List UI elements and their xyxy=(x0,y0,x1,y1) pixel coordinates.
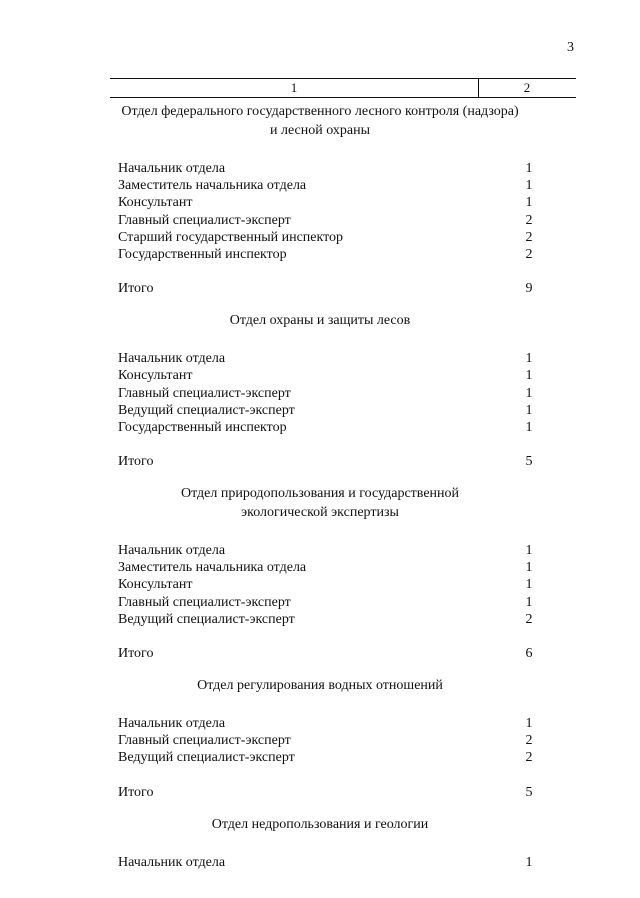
position-count: 1 xyxy=(525,716,533,731)
department-section xyxy=(0,311,640,471)
position-count: 1 xyxy=(525,543,533,559)
position-name: Ведущий специалист-эксперт xyxy=(118,750,295,766)
header-col-1: 1 xyxy=(110,79,479,97)
position-row xyxy=(0,212,640,229)
department-title: Отдел природопользования и государственной xyxy=(180,486,460,502)
position-name: Старший государственный инспектор xyxy=(118,229,344,245)
position-count: 1 xyxy=(525,195,533,211)
position-row xyxy=(0,854,640,871)
staff-table-body xyxy=(0,102,640,871)
department-section xyxy=(0,815,640,871)
position-count: 1 xyxy=(525,577,533,593)
total-count: 5 xyxy=(525,454,533,470)
total-row xyxy=(0,280,640,298)
position-name: Начальник отдела xyxy=(118,716,226,731)
position-count: 2 xyxy=(525,246,533,262)
position-name: Ведущий специалист-эксперт xyxy=(118,402,295,418)
total-count: 9 xyxy=(525,281,533,297)
position-row xyxy=(0,246,640,263)
position-name: Начальник отдела xyxy=(118,854,226,870)
department-title: Отдел охраны и защиты лесов xyxy=(229,313,411,329)
position-name: Консультант xyxy=(118,195,193,211)
position-row xyxy=(0,402,640,419)
position-row xyxy=(0,367,640,384)
department-title: экологической экспертизы xyxy=(241,505,399,521)
position-count: 1 xyxy=(525,368,533,384)
position-count: 2 xyxy=(525,212,533,228)
total-label: Итого xyxy=(118,281,154,297)
position-count: 1 xyxy=(525,385,533,401)
department-title: Отдел регулирования водных отношений xyxy=(197,678,443,693)
position-row xyxy=(0,611,640,628)
total-label: Итого xyxy=(118,646,154,661)
position-name: Заместитель начальника отдела xyxy=(118,560,307,576)
position-name: Главный специалист-эксперт xyxy=(118,385,291,401)
position-row xyxy=(0,559,640,576)
position-count: 1 xyxy=(525,402,533,418)
position-row xyxy=(0,385,640,402)
page-number: 3 xyxy=(567,40,574,55)
department-section xyxy=(0,676,640,802)
position-count: 1 xyxy=(525,560,533,576)
position-name: Государственный инспектор xyxy=(118,246,287,262)
position-count: 1 xyxy=(525,161,533,176)
total-row xyxy=(0,645,640,663)
position-row xyxy=(0,419,640,436)
position-count: 1 xyxy=(525,178,533,194)
position-row xyxy=(0,576,640,593)
position-row xyxy=(0,715,640,732)
position-row xyxy=(0,732,640,749)
position-name: Консультант xyxy=(118,577,193,593)
position-count: 2 xyxy=(525,750,533,766)
position-row xyxy=(0,749,640,766)
position-name: Главный специалист-эксперт xyxy=(118,733,291,749)
position-row xyxy=(0,229,640,246)
header-col-2: 2 xyxy=(523,80,531,95)
total-row xyxy=(0,453,640,471)
position-count: 1 xyxy=(525,854,533,870)
position-count: 1 xyxy=(525,594,533,610)
position-row xyxy=(0,194,640,211)
total-count: 5 xyxy=(525,784,533,800)
department-title: Отдел недропользования и геологии xyxy=(211,816,429,832)
position-row xyxy=(0,160,640,177)
department-title: Отдел федерального государственного лесного контроля (надзора) xyxy=(121,104,519,119)
position-row xyxy=(0,542,640,559)
department-section xyxy=(0,484,640,663)
department-title: и лесной охраны xyxy=(269,123,370,138)
position-name: Заместитель начальника отдела xyxy=(118,178,307,194)
position-count: 2 xyxy=(525,733,533,749)
table-header xyxy=(110,78,576,98)
position-count: 1 xyxy=(525,351,533,367)
position-name: Консультант xyxy=(118,368,193,384)
position-row xyxy=(0,594,640,611)
position-count: 2 xyxy=(525,611,533,627)
position-name: Ведущий специалист-эксперт xyxy=(118,611,295,627)
position-name: Начальник отдела xyxy=(118,161,226,176)
position-name: Начальник отдела xyxy=(118,351,226,367)
department-section xyxy=(0,102,640,298)
position-count: 1 xyxy=(525,419,533,435)
position-name: Государственный инспектор xyxy=(118,419,287,435)
total-label: Итого xyxy=(118,784,154,800)
position-name: Главный специалист-эксперт xyxy=(118,594,291,610)
position-row xyxy=(0,350,640,367)
total-label: Итого xyxy=(118,454,154,470)
total-count: 6 xyxy=(525,646,533,661)
total-row xyxy=(0,784,640,802)
position-count: 2 xyxy=(525,229,533,245)
position-name: Начальник отдела xyxy=(118,543,226,559)
position-row xyxy=(0,177,640,194)
position-name: Главный специалист-эксперт xyxy=(118,212,291,228)
